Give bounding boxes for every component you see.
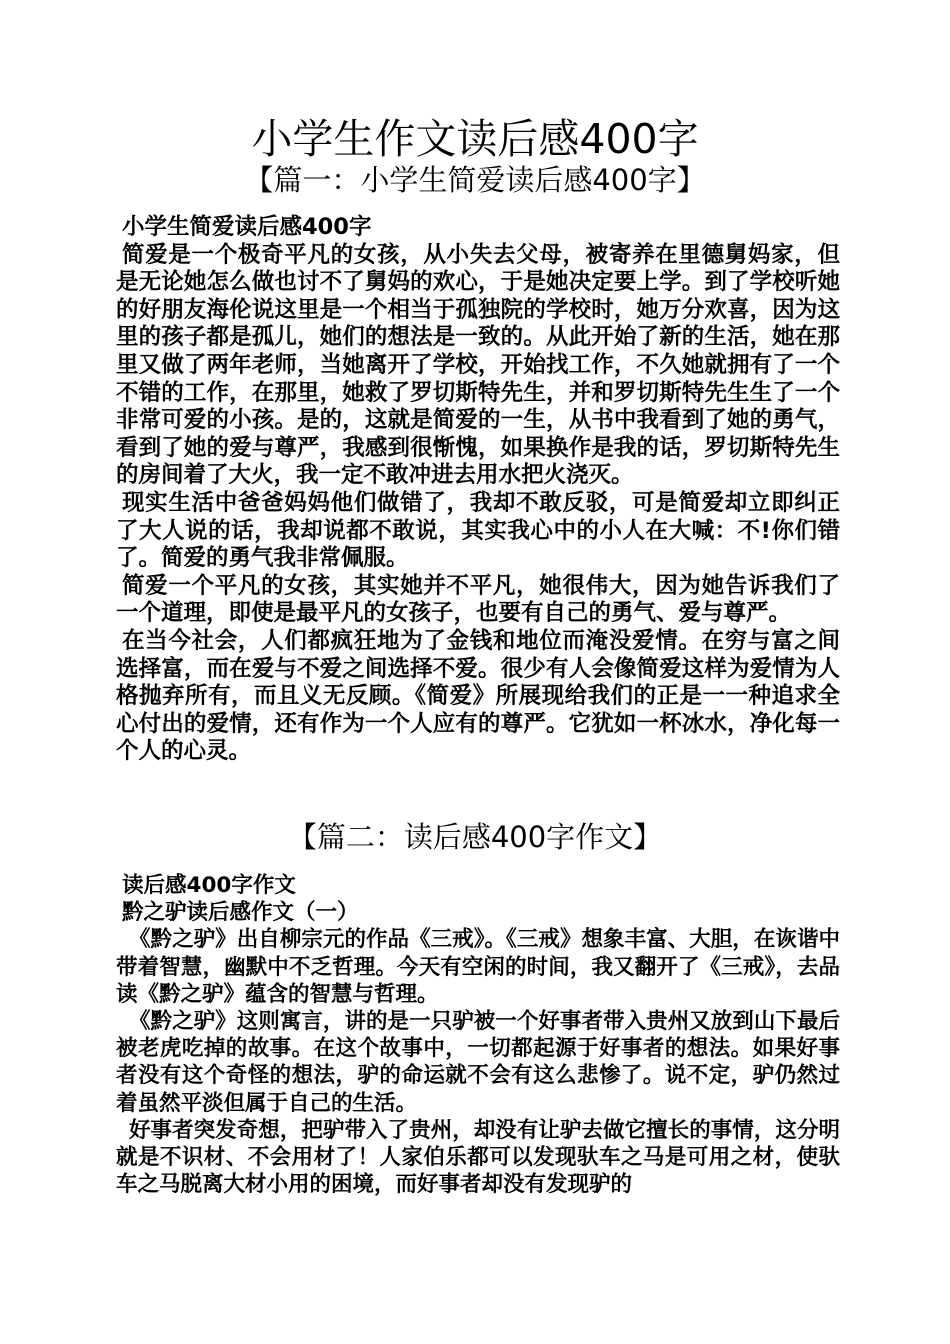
section-1-paragraph: 简爱一个平凡的女孩，其实她并不平凡，她很伟大，因为她告诉我们了一个道理，即使是最平凡的女孩子，也要有自己的勇气、爱与尊严。 <box>116 572 840 627</box>
section-2-body <box>116 872 840 1198</box>
section-2-paragraph: 《黔之驴》出自柳宗元的作品《三戒》。《三戒》想象丰富、大胆，在诙谐中带着智慧，幽默中不乏哲理。今天有空闲的时间，我又翻开了《三戒》，去品读《黔之驴》蕴含的智慧与哲理。 <box>116 927 840 1007</box>
section-2-paragraph: 《黔之驴》这则寓言，讲的是一只驴被一个好事者带入贵州又放到山下最后被老虎吃掉的故事。在这个故事中，一切都起源于好事者的想法。如果好事者没有这个奇怪的想法，驴的命运就不会有这么悲惨了。说不定，驴仍然过着虽然平淡但属于自己的生活。 <box>116 1009 840 1116</box>
section-2-subtitle: 读后感400字作文 <box>122 873 296 898</box>
section-1-paragraph: 现实生活中爸爸妈妈他们做错了，我却不敢反驳，可是简爱却立即纠正了大人说的话，我却说都不敢说，其实我心中的小人在大喊：不!你们错了。简爱的勇气我非常佩服。 <box>116 489 840 572</box>
section-1-subtitle: 小学生简爱读后感400字 <box>122 214 372 240</box>
section-1-body <box>116 214 840 766</box>
section-2-paragraph: 好事者突发奇想，把驴带入了贵州，却没有让驴去做它擅长的事情，这分明就是不识材、不会用材了！人家伯乐都可以发现驮车之马是可用之材，使驮车之马脱离大材小用的困境，而好事者却没有发现驴的 <box>116 1117 840 1198</box>
section-1-heading: 【篇一：小学生简爱读后感400字】 <box>244 163 706 197</box>
section-1-paragraph: 简爱是一个极奇平凡的女孩，从小失去父母，被寄养在里德舅妈家，但是无论她怎么做也讨不了舅妈的欢心，于是她决定要上学。到了学校听她的好朋友海伦说这里是一个相当于孤独院的学校时，她万分欢喜，因为这里的孩子都是孤儿，她们的想法是一致的。从此开始了新的生活，她在那里又做了两年老师，当她离开了学校，开始找工作，不久她就拥有了一个不错的工作，在那里，她救了罗切斯特先生，并和罗切斯特先生生了一个非常可爱的小孩。是的，这就是简爱的一生，从书中我看到了她的勇气，看到了她的爱与尊严，我感到很惭愧，如果换作是我的话，罗切斯特先生的房间着了大火，我一定不敢冲进去用水把火浇灭。 <box>116 241 840 489</box>
section-2-subheading: 黔之驴读后感作文（一） <box>122 900 359 926</box>
section-1-paragraph: 在当今社会，人们都疯狂地为了金钱和地位而淹没爱情。在穷与富之间选择富，而在爱与不爱之间选择不爱。很少有人会像简爱这样为爱情为人格抛弃所有，而且义无反顾。《简爱》所展现给我们的正是一一种追求全心付出的爱情，还有作为一个人应有的尊严。它犹如一杯冰水，净化每一个人的心灵。 <box>116 627 840 765</box>
document-title: 小学生作文读后感400字 <box>251 115 699 163</box>
section-2-heading: 【篇二：读后感400字作文】 <box>287 820 663 854</box>
